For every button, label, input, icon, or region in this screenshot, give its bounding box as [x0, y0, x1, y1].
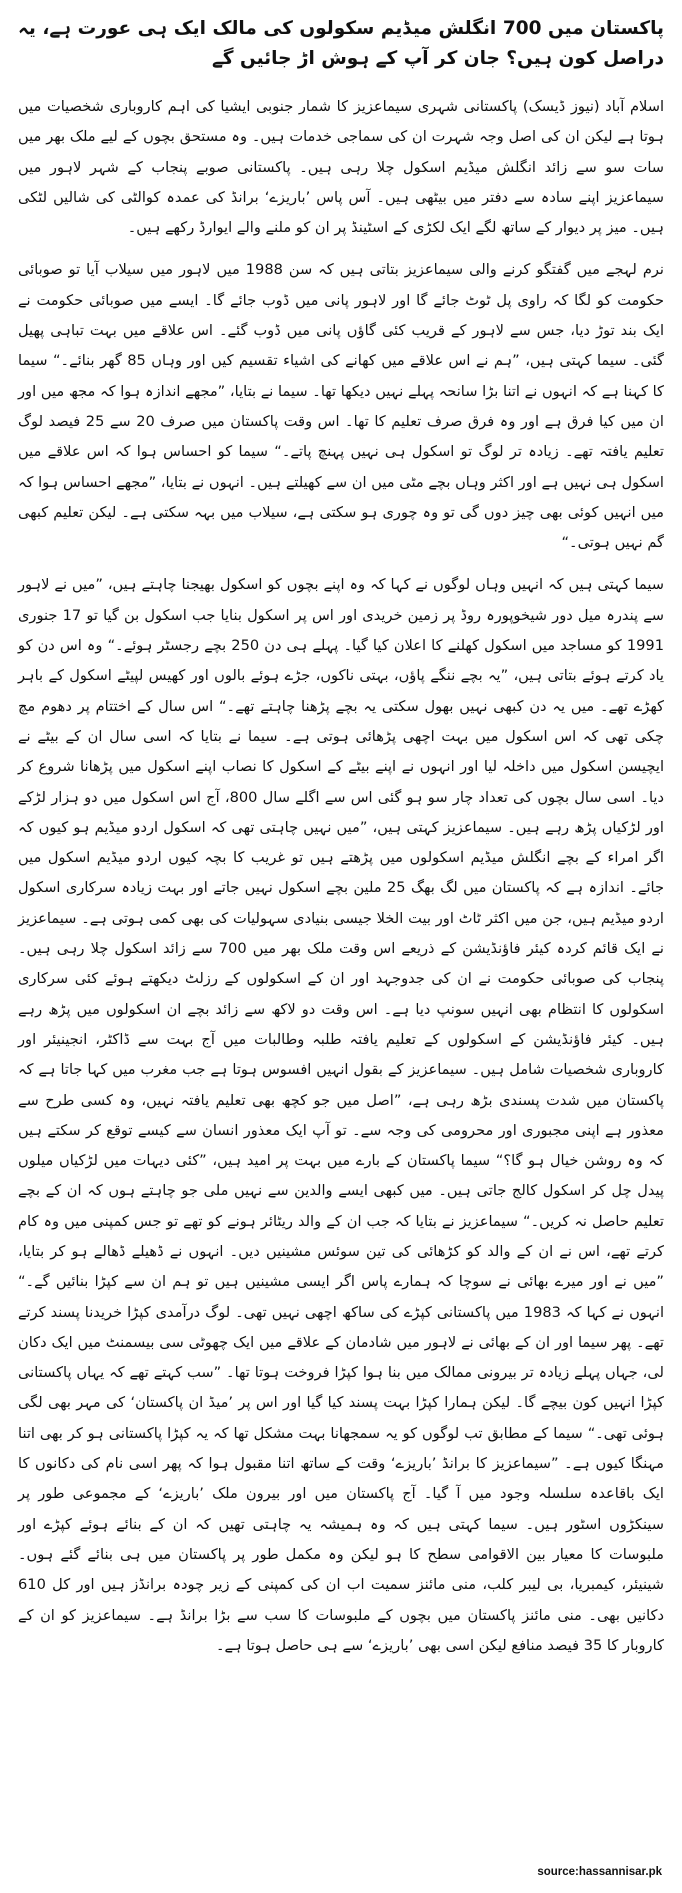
article-paragraph: سیما کہتی ہیں کہ انہیں وہاں لوگوں نے کہا کہ وہ اپنے بچوں کو اسکول بھیجنا چاہتے ہیں، ”میں نے لاہور سے پندرہ میل دور شیخوپورہ روڈ پر زمین خریدی اور اس پر اسکول بنایا جب اسکول بن گیا تو 17 جنوری 1991 کو مساجد میں اسکول کھلنے کا اعلان کیا گیا۔ پہلے ہی دن 250 بچے رجسٹر ہوئے۔“ وہ اس دن کو یاد کرتے ہوئے بتاتی ہیں، ”یہ بچے ننگے پاؤں، بہتی ناکوں، جڑے ہوئے بالوں اور کھیس لپیٹے اسکول کے باہر کھڑے تھے۔ میں یہ دن کبھی نہیں بھول سکتی یہ بچے پڑھنا چاہتے تھے۔“ اس سال کے اختتام پر دھوم مچ چکی تھی کہ اس اسکول میں بہت اچھی پڑھائی ہوتی ہے۔ سیما نے بتایا کہ اسی سال ان کے بیٹے نے ایچیسن اسکول میں داخلہ لیا اور انہوں نے اپنے بیٹے کے اسکول کا نصاب اپنے اسکول میں پڑھانا شروع کر دیا۔ اسی سال بچوں کی تعداد چار سو ہو گئی اس سے اگلے سال 800، آج اس اسکول میں دو ہزار لڑکے اور لڑکیاں پڑھ رہے ہیں۔ سیماعزیز کہتی ہیں، ”میں نہیں چاہتی تھی کہ اسکول اردو میڈیم ہو کیوں کہ اگر امراء کے بچے انگلش میڈیم اسکولوں میں پڑھتے ہیں تو غریب کا بچہ کیوں اردو میڈیم اسکول میں جائے۔ اندازہ ہے کہ پاکستان میں لگ بھگ 25 ملین بچے اسکول نہیں جاتے اور بہت زیادہ سرکاری اسکول اردو میڈیم ہیں، جن میں اکثر ٹاٹ اور بیت الخلا جیسی بنیادی سہولیات کی بھی کمی ہوتی ہے۔ سیماعزیز نے ایک قائم کردہ کیئر فاؤنڈیشن کے ذریعے اس وقت ملک بھر میں 700 سے زائد اسکول چلا رہی ہیں۔ پنجاب کی صوبائی حکومت نے ان کی جدوجہد اور ان کے اسکولوں کے رزلٹ دیکھتے ہوئے کئی سرکاری اسکولوں کا انتظام بھی انہیں سونپ دیا ہے۔ اس وقت دو لاکھ سے زائد بچے ان اسکولوں میں پڑھ رہے ہیں۔ کیئر فاؤنڈیشن کے اسکولوں کے تعلیم یافتہ طلبہ وطالبات میں آج بہت سے ڈاکٹر، انجینیئر اور کاروباری شخصیات شامل ہیں۔ سیماعزیز کے بقول انہیں افسوس ہوتا ہے جب مغرب میں کہا جاتا ہے کہ پاکستان میں شدت پسندی بڑھ رہی ہے، ”اصل میں جو کچھ بھی تعلیم یافتہ نہیں، وہ کسی طرح سے معذور ہے اپنی مجبوری اور محرومی کی وجہ سے۔ تو آپ ایک معذور انسان سے کیسے توقع کر سکتے ہیں کہ وہ روشن خیال ہو گا؟“ سیما پاکستان کے بارے میں بہت پر امید ہیں، ”کئی دیہات میں لڑکیاں میلوں پیدل چل کر اسکول کالج جاتی ہیں۔ میں کبھی ایسے والدین سے نہیں ملی جو چاہتے ہوں کہ ان کے بچے تعلیم حاصل نہ کریں۔“ سیماعزیز نے بتایا کہ جب ان کے والد ریٹائر ہونے کو تھے تو جس کمپنی میں وہ کام کرتے تھے، اس نے ان کے والد کو کڑھائی کی تین سوئس مشینیں دیں۔ انہوں نے ڈھیلے ڈھالے ہو کر بتایا، ”میں نے اور میرے بھائی نے سوچا کہ ہمارے پاس اگر ایسی مشینیں ہیں تو ہم ان سے کپڑا بنائیں گے۔“ انہوں نے کہا کہ 1983 میں پاکستانی کپڑے کی ساکھ اچھی نہیں تھی۔ لوگ درآمدی کپڑا خریدنا پسند کرتے تھے۔ پھر سیما اور ان کے بھائی نے لاہور میں شادمان کے علاقے میں ایک چھوٹی سی بیسمنٹ میں ایک دکان لی، جہاں پہلے زیادہ تر بیرونی ممالک میں بنا ہوا کپڑا فروخت ہوتا تھا۔ ”سب کہتے تھے کہ یہاں پاکستانی کپڑا انہیں کون بیچے گا۔ لیکن ہمارا کپڑا بہت پسند کیا گیا اور اس پر ’میڈ ان پاکستان‘ کی مہر بھی لگی ہوئی تھی۔“ سیما کے مطابق تب لوگوں کو یہ سمجھانا بہت مشکل تھا کہ یہ کپڑا پاکستانی ہو کر بھی اتنا مہنگا کیوں ہے۔ ”سیماعزیز کا برانڈ ’باریزے‘ وقت کے ساتھ اتنا مقبول ہوا کہ پھر اسی نام کی دکانوں کا ایک باقاعدہ سلسلہ وجود میں آ گیا۔ آج پاکستان میں اور بیرون ملک ’باریزے‘ کے مجموعی طور پر سینکڑوں اسٹور ہیں۔ سیما کہتی ہیں کہ وہ ہمیشہ یہ چاہتی تھیں کہ ان کے بنائے ہوئے کپڑے اور ملبوسات کا معیار بین الاقوامی سطح کا ہو لیکن وہ مکمل طور پر پاکستان میں ہی بنائے گئے ہوں۔ شینیئر، کیمبریا، بی لیبر کلب، منی مائنز سمیت اب ان کی کمپنی کے زیر چودہ برانڈز ہیں اور کل 610 دکانیں بھی۔ منی مائنز پاکستان میں بچوں کے ملبوسات کا سب سے بڑا برانڈ ہے۔ سیماعزیز کو ان کے کاروبار کا 35 فیصد منافع لیکن اسی بھی ’باریزے‘ سے ہی حاصل ہوتا ہے۔ [18, 576, 664, 1654]
article-paragraph: اسلام آباد (نیوز ڈیسک) پاکستانی شہری سیماعزیز کا شمار جنوبی ایشیا کی اہم کاروباری شخصیات میں ہوتا ہے لیکن ان کی اصل وجہ شہرت ان کی سماجی خدمات ہیں۔ وہ مستحق بچوں کے لیے ملک بھر میں سات سو سے زائد انگلش میڈیم اسکول چلا رہی ہیں۔ پاکستانی صوبے پنجاب کے شہر لاہور میں سیماعزیز اپنے سادہ سے دفتر میں بیٹھی ہیں۔ آس پاس ’باریزے‘ برانڈ کی عمدہ کوالٹی کی شالیں لٹکی ہیں۔ میز پر دیوار کے ساتھ لگے ایک لکڑی کے اسٹینڈ پر ان کو ملنے والے ایوارڈ رکھے ہیں۔ [18, 98, 664, 237]
headline: پاکستان میں 700 انگلش میڈیم سکولوں کی مالک ایک ہی عورت ہے، یہ دراصل کون ہیں؟ جان کر آپ کے ہوش اڑ جائیں گے [18, 18, 664, 69]
source-credit: source:hassannisar.pk [537, 1866, 662, 1878]
article-paragraph: نرم لہجے میں گفتگو کرنے والی سیماعزیز بتاتی ہیں کہ سن 1988 میں لاہور میں سیلاب آیا تو صوبائی حکومت کو لگا کہ راوی پل ٹوٹ جائے گا اور لاہور پانی میں ڈوب جائے گا۔ ایسے میں صوبائی حکومت نے ایک بند توڑ دیا، جس سے لاہور کے قریب کئی گاؤں پانی میں ڈوب گئے۔ اس علاقے میں بہت تباہی پھیل گئی۔ سیما کہتی ہیں، ”ہم نے اس علاقے میں کھانے کی اشیاء تقسیم کیں اور وہاں 85 گھر بنائے۔“ سیما کا کہنا ہے کہ انہوں نے اتنا بڑا سانحہ پہلے نہیں دیکھا تھا۔ سیما نے بتایا، ”مجھے اندازہ ہوا کہ مجھ میں اور ان میں کیا فرق ہے اور وہ فرق صرف تعلیم کا تھا۔ اس وقت پاکستان میں صرف 20 سے 25 فیصد لوگ تعلیم یافتہ تھے۔ زیادہ تر لوگ تو اسکول ہی نہیں پہنچ پاتے۔“ سیما کو احساس ہوا کہ اس علاقے میں اسکول ہی نہیں ہے اور اکثر وہاں بچے مٹی میں ان سے کھیلتے ہیں۔ انہوں نے بتایا، ”مجھے احساس ہوا کہ میں انہیں کوئی بھی چیز دوں گی تو وہ چوری ہو سکتی ہے، سیلاب میں بہہ سکتی ہے۔ لیکن تعلیم کبھی گم نہیں ہوتی۔“ [18, 261, 664, 552]
